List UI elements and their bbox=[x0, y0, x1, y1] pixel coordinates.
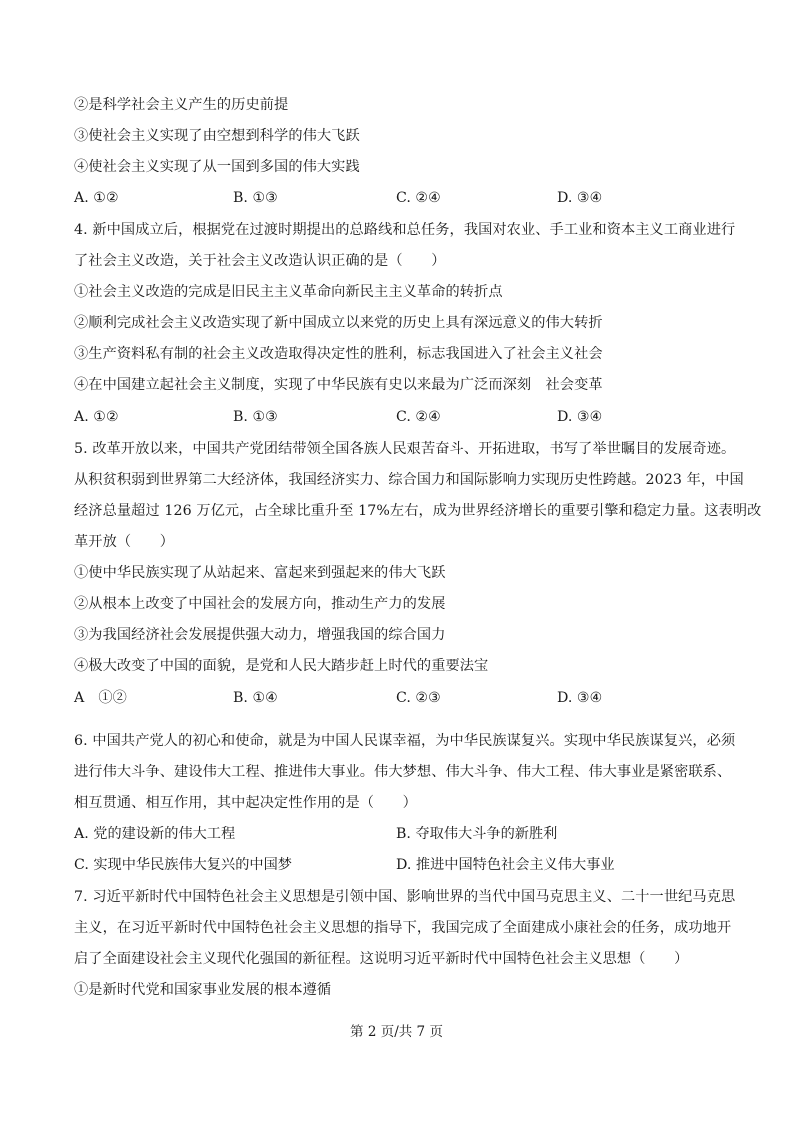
q5-option-a[interactable]: A ①② bbox=[74, 690, 127, 706]
q3-option-c[interactable]: C. ②④ bbox=[396, 190, 441, 206]
q5-stem-line-2: 从积贫积弱到世界第二大经济体，我国经济实力、综合国力和国际影响力实现历史性跨越。2023 年，中国 bbox=[74, 472, 744, 488]
q5-stem-line-4: 革开放（ ） bbox=[74, 534, 175, 550]
q4-option-a[interactable]: A. ①② bbox=[74, 409, 119, 425]
q6-stem-line-3: 相互贯通、相互作用，其中起决定性作用的是（ ） bbox=[74, 795, 417, 811]
q6-option-c[interactable]: C. 实现中华民族伟大复兴的中国梦 bbox=[74, 857, 292, 873]
q3-option-a[interactable]: A. ①② bbox=[74, 190, 119, 206]
q7-item-1: ①是新时代党和国家事业发展的根本遵循 bbox=[74, 982, 332, 998]
q5-stem-line-1: 5. 改革开放以来，中国共产党团结带领全国各族人民艰苦奋斗、开拓进取，书写了举世瞩目的发展奇迹。 bbox=[74, 441, 736, 457]
q4-item-4: ④在中国建立起社会主义制度，实现了中华民族有史以来最为广泛而深刻 社会变革 bbox=[74, 377, 603, 393]
q5-option-c[interactable]: C. ②③ bbox=[396, 690, 441, 706]
q5-item-4: ④极大改变了中国的面貌，是党和人民大踏步赶上时代的重要法宝 bbox=[74, 658, 489, 674]
q7-stem-line-1: 7. 习近平新时代中国特色社会主义思想是引领中国、影响世界的当代中国马克思主义、二十一世纪马克思 bbox=[74, 889, 736, 905]
q5-option-b[interactable]: B. ①④ bbox=[233, 690, 278, 706]
q5-item-2: ②从根本上改变了中国社会的发展方向，推动生产力的发展 bbox=[74, 596, 446, 612]
q6-option-b[interactable]: B. 夺取伟大斗争的新胜利 bbox=[396, 826, 558, 842]
q4-item-3: ③生产资料私有制的社会主义改造取得决定性的胜利，标志我国进入了社会主义社会 bbox=[74, 346, 603, 362]
q3-item-4: ④使社会主义实现了从一国到多国的伟大实践 bbox=[74, 159, 360, 175]
q3-item-2: ②是科学社会主义产生的历史前提 bbox=[74, 97, 289, 113]
q6-option-a[interactable]: A. 党的建设新的伟大工程 bbox=[74, 826, 236, 842]
q6-stem-line-2: 进行伟大斗争、建设伟大工程、推进伟大事业。伟大梦想、伟大斗争、伟大工程、伟大事业是紧密联系、 bbox=[74, 764, 732, 780]
q4-stem-line-1: 4. 新中国成立后，根据党在过渡时期提出的总路线和总任务，我国对农业、手工业和资本主义工商业进行 bbox=[74, 222, 736, 238]
page-number: 第 2 页/共 7 页 bbox=[350, 1024, 443, 1040]
q5-stem-line-3: 经济总量超过 126 万亿元，占全球比重升至 17%左右，成为世界经济增长的重要引擎和稳定力量。这表明改 bbox=[74, 503, 762, 519]
q4-stem-line-2: 了社会主义改造，关于社会主义改造认识正确的是（ ） bbox=[74, 253, 446, 269]
q5-option-d[interactable]: D. ③④ bbox=[557, 690, 603, 706]
q4-item-2: ②顺利完成社会主义改造实现了新中国成立以来党的历史上具有深远意义的伟大转折 bbox=[74, 315, 603, 331]
q7-stem-line-3: 启了全面建设社会主义现代化强国的新征程。这说明习近平新时代中国特色社会主义思想（ ） bbox=[74, 951, 689, 967]
q5-item-3: ③为我国经济社会发展提供强大动力，增强我国的综合国力 bbox=[74, 627, 446, 643]
q3-option-b[interactable]: B. ①③ bbox=[233, 190, 278, 206]
q3-item-3: ③使社会主义实现了由空想到科学的伟大飞跃 bbox=[74, 128, 360, 144]
q4-option-b[interactable]: B. ①③ bbox=[233, 409, 278, 425]
q4-item-1: ①社会主义改造的完成是旧民主主义革命向新民主主义革命的转折点 bbox=[74, 284, 503, 300]
q6-stem-line-1: 6. 中国共产党人的初心和使命，就是为中国人民谋幸福，为中华民族谋复兴。实现中华民族谋复兴，必须 bbox=[74, 733, 736, 749]
q5-item-1: ①使中华民族实现了从站起来、富起来到强起来的伟大飞跃 bbox=[74, 565, 446, 581]
q4-option-c[interactable]: C. ②④ bbox=[396, 409, 441, 425]
q4-option-d[interactable]: D. ③④ bbox=[557, 409, 603, 425]
q7-stem-line-2: 主义，在习近平新时代中国特色社会主义思想的指导下，我国完成了全面建成小康社会的任务，成功地开 bbox=[74, 920, 732, 936]
q3-option-d[interactable]: D. ③④ bbox=[557, 190, 603, 206]
q6-option-d[interactable]: D. 推进中国特色社会主义伟大事业 bbox=[396, 857, 615, 873]
